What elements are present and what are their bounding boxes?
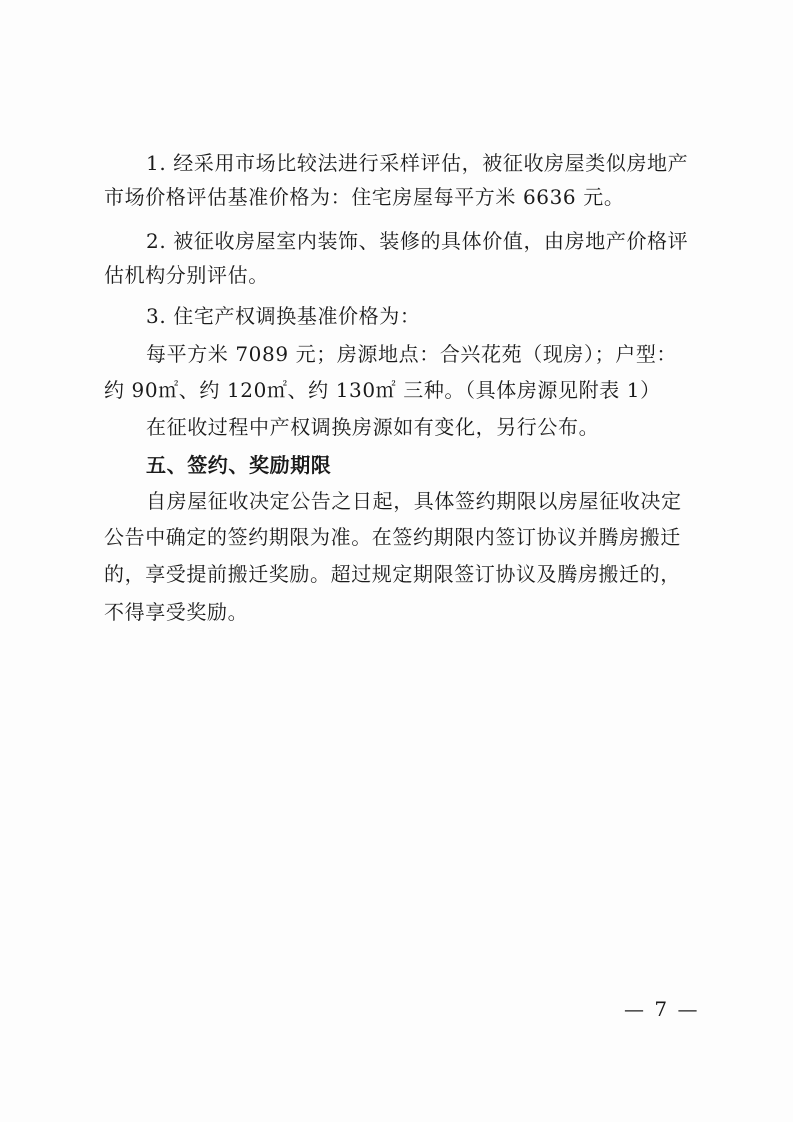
valuation-item-3-price-line: 每平方米 7089 元；房源地点：合兴花苑（现房）；户型： [146, 342, 678, 366]
section-heading: 五、签约、奖励期限 [146, 453, 332, 477]
page-number: — 7 — [624, 997, 700, 1021]
section-paragraph-line-3: 的，享受提前搬迁奖励。超过规定期限签订协议及腾房搬迁的， [104, 562, 681, 586]
property-change-note: 在征收过程中产权调换房源如有变化，另行公布。 [146, 415, 600, 439]
valuation-item-3-unit-types-line: 约 90㎡、约 120㎡、约 130㎡ 三种。（具体房源见附表 1） [104, 378, 661, 402]
valuation-item-1-line-2: 市场价格评估基准价格为：住宅房屋每平方米 6636 元。 [104, 185, 625, 209]
valuation-item-1-line-1: 1. 经采用市场比较法进行采样评估，被征收房屋类似房地产 [146, 151, 689, 175]
section-paragraph-line-1: 自房屋征收决定公告之日起，具体签约期限以房屋征收决定 [146, 489, 682, 513]
section-paragraph-line-2: 公告中确定的签约期限为准。在签约期限内签订协议并腾房搬迁 [104, 525, 681, 549]
valuation-item-2-line-2: 估机构分别评估。 [104, 263, 269, 287]
section-paragraph-line-4: 不得享受奖励。 [104, 600, 249, 624]
valuation-item-2-line-1: 2. 被征收房屋室内装饰、装修的具体价值，由房地产价格评 [146, 229, 689, 253]
valuation-item-3-title: 3. 住宅产权调换基准价格为： [146, 304, 421, 328]
